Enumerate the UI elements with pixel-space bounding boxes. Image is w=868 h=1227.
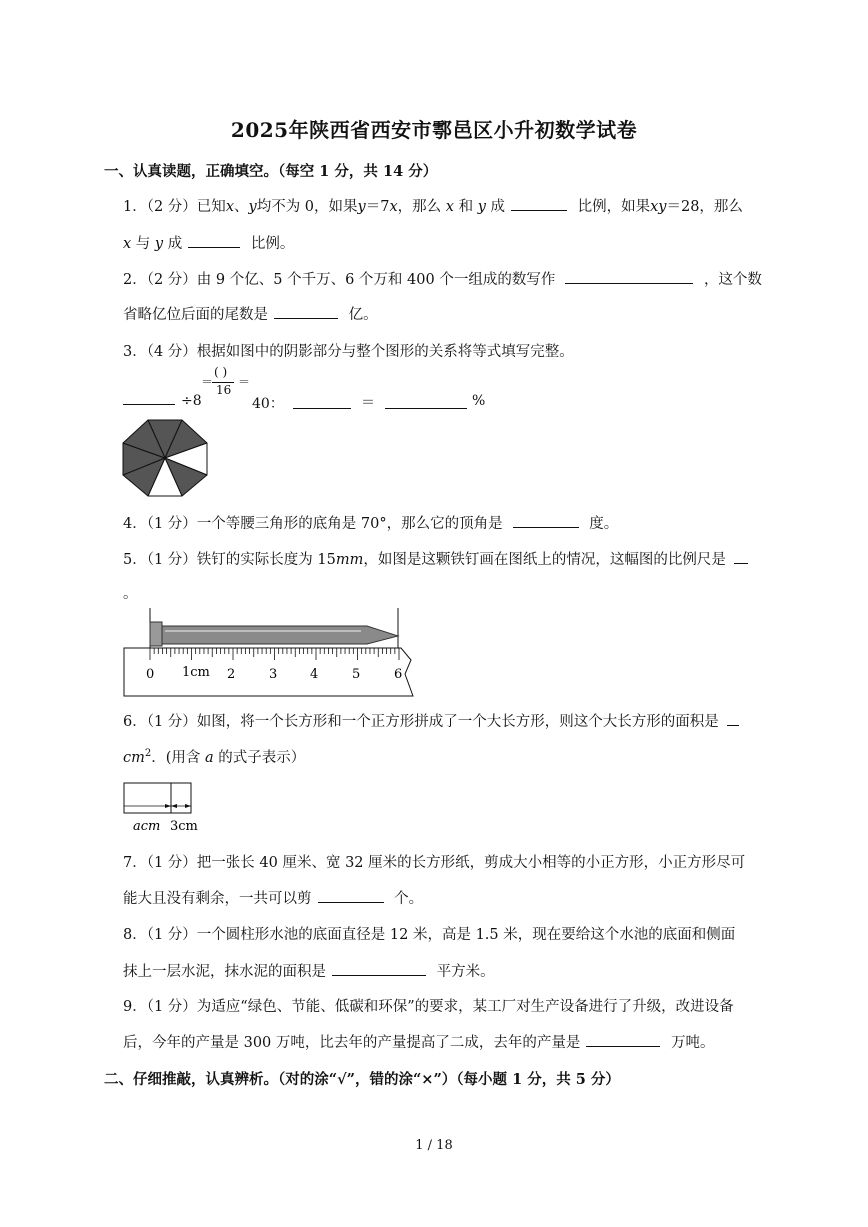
question-1-line-2 (123, 232, 294, 253)
question-1-line-1 (123, 195, 743, 216)
ruler-label: 3 (269, 667, 278, 682)
answer-blank[interactable] (513, 526, 579, 528)
question-6-line-2 (123, 746, 305, 767)
q3-numerator: ( ) (214, 365, 228, 379)
answer-blank[interactable] (734, 562, 748, 564)
q5-text: ，如图是这颗铁钉画在图纸上的情况，这幅图的比例尺是 (363, 552, 726, 568)
var-y: y (477, 199, 486, 215)
q6-text: 的式子表示） (218, 750, 306, 766)
q3-ratio: 40： (252, 396, 284, 412)
section-2-heading: 二、仔细推敲，认真辨析。（对的涂“√”，错的涂“×”）（每小题 1 分，共 5 分） (104, 1071, 620, 1088)
q1-text: 比例。 (250, 236, 295, 252)
question-5-line-1 (123, 548, 754, 569)
ruler-label: 4 (310, 667, 319, 682)
question-9-line-1: 9．（1 分）为适应“绿色、节能、低碳和环保”的要求，某工厂对生产设备进行了升级，改进设备 (123, 999, 734, 1015)
q1-text: 成 (490, 199, 505, 215)
q4-text: 度。 (589, 516, 619, 532)
question-3-text: 3．（4 分）根据如图中的阴影部分与整个图形的关系将等式填写完整。 (123, 344, 574, 360)
q4-text: 4．（1 分）一个等腰三角形的底角是 70°，那么它的顶角是 (123, 516, 503, 532)
nail-ruler-figure (121, 604, 417, 700)
q1-text: 比例，如果 (577, 199, 651, 215)
q2-text: 省略亿位后面的尾数是 (123, 307, 268, 323)
figure-label-3cm: 3cm (170, 819, 198, 834)
q7-text: 个。 (394, 891, 424, 907)
answer-blank[interactable] (188, 246, 240, 248)
answer-blank[interactable] (511, 209, 567, 211)
ruler-label: 0 (146, 667, 155, 682)
ruler-label: 1cm (182, 665, 210, 680)
answer-blank[interactable] (274, 317, 338, 319)
q3-eq: ＝ (361, 395, 375, 411)
answer-blank[interactable] (565, 282, 693, 284)
ruler-label: 6 (394, 667, 403, 682)
q7-text: 能大且没有剩余，一共可以剪 (123, 891, 312, 907)
q1-text: 与 (135, 236, 151, 252)
q2-text: 2．（2 分）由 9 个亿、5 个千万、6 个万和 400 个一组成的数写作 (123, 272, 556, 288)
answer-blank[interactable] (123, 403, 175, 405)
q9-text: 后，今年的产量是 300 万吨，比去年的产量提高了二成，去年的产量是 (123, 1035, 581, 1051)
section-1-heading: 一、认真读题，正确填空。（每空 1 分，共 14 分） (104, 163, 438, 180)
q3-equation (123, 365, 623, 415)
q1-text: ＝7 (365, 199, 390, 215)
ruler-label: 2 (227, 667, 236, 682)
q1-text: 、 (234, 199, 249, 215)
question-8-line-2 (123, 960, 495, 981)
var-x: x (445, 199, 454, 215)
ruler-label: 5 (352, 667, 361, 682)
var-x: x (225, 199, 234, 215)
question-7-line-2 (123, 887, 423, 908)
unit-cm: cm (123, 750, 145, 766)
var-y: y (357, 199, 366, 215)
var-y: y (248, 199, 257, 215)
question-8-line-1: 8．（1 分）一个圆柱形水池的底面直径是 12 米，高是 1.5 米，现在要给这个水池的底面和侧面 (123, 927, 736, 943)
page-title: 2025年陕西省西安市鄠邑区小升初数学试卷 (230, 118, 638, 142)
var-y: y (154, 236, 164, 252)
answer-blank[interactable] (293, 407, 351, 409)
answer-blank[interactable] (586, 1045, 660, 1047)
question-5-line-2: 。 (123, 586, 138, 602)
question-7-line-1: 7．（1 分）把一张长 40 厘米、宽 32 厘米的长方形纸，剪成大小相等的小正方形，小正方形尽可 (123, 855, 746, 871)
q1-text: 1．（2 分）已知 (123, 199, 226, 215)
answer-blank[interactable] (385, 407, 467, 409)
q3-denominator: 16 (216, 383, 232, 397)
shaded-octagon-figure (121, 418, 209, 498)
q8-text: 平方米。 (436, 964, 495, 980)
q1-text: ，那么 (397, 199, 442, 215)
q3-div: ÷8 (181, 393, 202, 409)
question-6-line-1 (123, 710, 745, 731)
var-x: x (123, 236, 132, 252)
var-xy: xy (650, 199, 667, 215)
q3-eq: ＝ (238, 375, 251, 389)
figure-label-a: acm (133, 819, 161, 834)
var-x: x (389, 199, 398, 215)
question-2-line-1 (123, 268, 762, 289)
q2-text: ，这个数 (703, 272, 762, 288)
q9-text: 万吨。 (671, 1035, 715, 1051)
question-4 (123, 512, 618, 533)
q2-text: 亿。 (348, 307, 378, 323)
answer-blank[interactable] (727, 724, 739, 726)
answer-blank[interactable] (318, 901, 384, 903)
q1-text: 成 (167, 236, 183, 252)
q1-text: 和 (458, 199, 474, 215)
q1-text: 均不为 0，如果 (256, 199, 358, 215)
q3-percent: % (472, 393, 486, 409)
q5-text: 5．（1 分）铁钉的实际长度为 15 (123, 552, 336, 568)
q6-text: 6．（1 分）如图，将一个长方形和一个正方形拼成了一个大长方形，则这个大长方形的面积是 (123, 714, 719, 730)
q8-text: 抹上一层水泥，抹水泥的面积是 (123, 964, 326, 980)
rectangle-square-figure (121, 780, 201, 836)
q1-text: ＝28，那么 (666, 199, 743, 215)
answer-blank[interactable] (332, 974, 426, 976)
q3-eq: ＝ (201, 375, 214, 389)
page-number: 1 / 18 (415, 1138, 453, 1153)
unit-mm: mm (335, 552, 364, 568)
var-a: a (205, 750, 214, 766)
question-9-line-2 (123, 1031, 715, 1052)
q6-text: ．(用含 (151, 750, 201, 766)
question-2-line-2 (123, 303, 378, 324)
unit-exponent: 2 (144, 748, 152, 760)
